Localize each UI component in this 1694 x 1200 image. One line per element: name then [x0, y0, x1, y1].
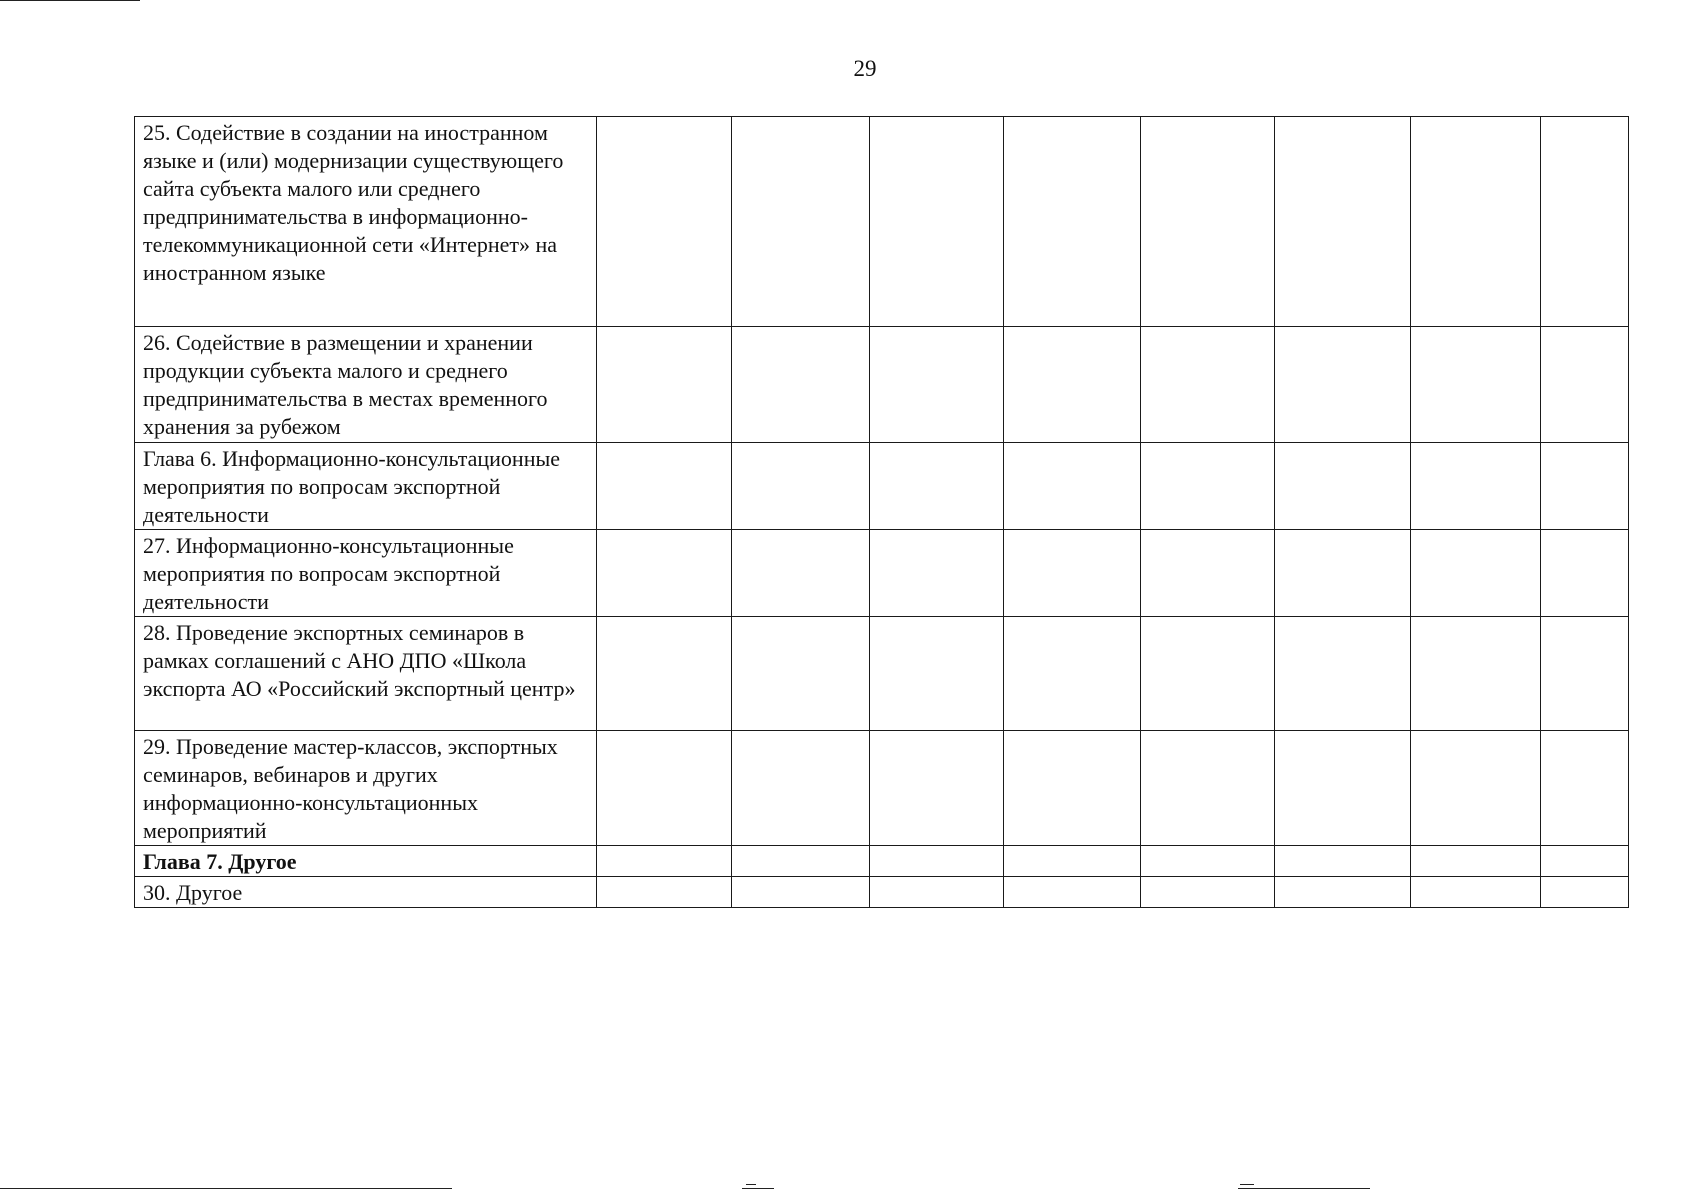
activity-cell: 27. Информационно-консультационные мероприятия по вопросам экспортной деятельности: [135, 530, 597, 617]
empty-cell: [732, 443, 870, 530]
table-row: [135, 877, 1629, 908]
activity-cell: 29. Проведение мастер-классов, экспортных семинаров, вебинаров и других информационно-консультационных мероприятий: [135, 731, 597, 846]
table-row: [135, 617, 1629, 731]
empty-cell: [1275, 846, 1411, 877]
empty-cell: [870, 846, 1004, 877]
empty-cell: [1541, 731, 1629, 846]
empty-cell: [732, 117, 870, 327]
activity-cell: 28. Проведение экспортных семинаров в рамках соглашений с АНО ДПО «Школа экспорта АО «Российский экспортный центр»: [135, 617, 597, 731]
empty-cell: [1141, 617, 1275, 731]
table-row: [135, 117, 1629, 327]
empty-cell: [1141, 731, 1275, 846]
empty-cell: [1004, 443, 1141, 530]
empty-cell: [1411, 846, 1541, 877]
empty-cell: [597, 731, 732, 846]
empty-cell: [1004, 530, 1141, 617]
empty-cell: [1004, 846, 1141, 877]
table-row: [135, 846, 1629, 877]
activity-cell: 25. Содействие в создании на иностранном языке и (или) модернизации существующего сайта субъекта малого или среднего предпринимательства в информационно-телекоммуникационной сети «Интернет» на иностранном языке: [135, 117, 597, 327]
activity-cell: 26. Содействие в размещении и хранении продукции субъекта малого и среднего предпринимательства в местах временного хранения за рубежом: [135, 327, 597, 443]
empty-cell: [1004, 877, 1141, 908]
empty-cell: [1411, 117, 1541, 327]
empty-cell: [1275, 327, 1411, 443]
bottom-rule-left: [0, 1188, 452, 1189]
empty-cell: [1541, 846, 1629, 877]
empty-cell: [597, 117, 732, 327]
empty-cell: [597, 327, 732, 443]
empty-cell: [1004, 327, 1141, 443]
empty-cell: [870, 617, 1004, 731]
empty-cell: [1141, 327, 1275, 443]
program-activities-table: [134, 116, 1629, 908]
empty-cell: [732, 617, 870, 731]
empty-cell: [597, 530, 732, 617]
empty-cell: [1541, 617, 1629, 731]
table-row: [135, 530, 1629, 617]
page-number: 29: [853, 56, 877, 81]
empty-cell: [732, 846, 870, 877]
empty-cell: [1141, 530, 1275, 617]
empty-cell: [1541, 877, 1629, 908]
empty-cell: [1411, 877, 1541, 908]
empty-cell: [1411, 731, 1541, 846]
chapter-heading-cell: Глава 7. Другое: [135, 846, 597, 877]
empty-cell: [870, 117, 1004, 327]
table-body: [135, 117, 1629, 908]
empty-cell: [870, 530, 1004, 617]
empty-cell: [870, 877, 1004, 908]
empty-cell: [1411, 443, 1541, 530]
chapter-heading-cell: Глава 6. Информационно-консультационные мероприятия по вопросам экспортной деятельности: [135, 443, 597, 530]
empty-cell: [597, 617, 732, 731]
empty-cell: [732, 530, 870, 617]
empty-cell: [1004, 117, 1141, 327]
empty-cell: [1275, 443, 1411, 530]
bottom-rule-right: [1238, 1188, 1370, 1189]
empty-cell: [1141, 443, 1275, 530]
empty-cell: [1411, 530, 1541, 617]
empty-cell: [1004, 617, 1141, 731]
empty-cell: [1275, 617, 1411, 731]
empty-cell: [732, 877, 870, 908]
empty-cell: [870, 327, 1004, 443]
activity-cell: 30. Другое: [135, 877, 597, 908]
empty-cell: [1275, 117, 1411, 327]
empty-cell: [1141, 117, 1275, 327]
empty-cell: [1004, 731, 1141, 846]
empty-cell: [1141, 846, 1275, 877]
empty-cell: [1275, 731, 1411, 846]
empty-cell: [1411, 617, 1541, 731]
table-row: [135, 443, 1629, 530]
bottom-rule-center: [742, 1188, 774, 1189]
bottom-rule-right-mark: [1240, 1184, 1254, 1185]
empty-cell: [870, 443, 1004, 530]
table-row: [135, 327, 1629, 443]
empty-cell: [732, 327, 870, 443]
empty-cell: [1275, 530, 1411, 617]
empty-cell: [870, 731, 1004, 846]
empty-cell: [1141, 877, 1275, 908]
empty-cell: [732, 731, 870, 846]
empty-cell: [1541, 530, 1629, 617]
empty-cell: [597, 846, 732, 877]
empty-cell: [1541, 117, 1629, 327]
empty-cell: [1541, 327, 1629, 443]
empty-cell: [1411, 327, 1541, 443]
bottom-rule-center-mark: [746, 1184, 756, 1185]
empty-cell: [1541, 443, 1629, 530]
empty-cell: [597, 443, 732, 530]
empty-cell: [1275, 877, 1411, 908]
table-row: [135, 731, 1629, 846]
empty-cell: [597, 877, 732, 908]
top-left-rule: [0, 0, 140, 1]
